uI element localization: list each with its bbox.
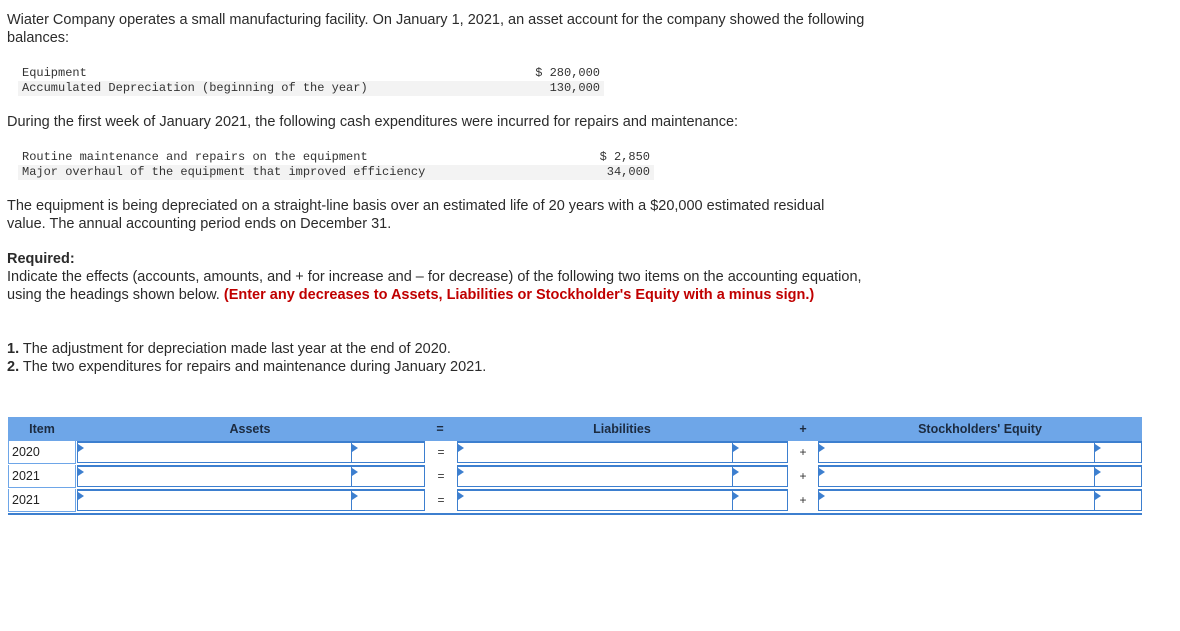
- dropdown-caret-icon: [352, 468, 358, 476]
- balance-amount: $ 280,000: [535, 66, 600, 80]
- equals-sign: =: [437, 493, 445, 507]
- depreciation-line-2: value. The annual accounting period ends on December 31.: [7, 216, 392, 232]
- dropdown-caret-icon: [458, 492, 464, 500]
- assets-account-input[interactable]: [77, 441, 352, 463]
- expenditure-label: Routine maintenance and repairs on the equipment: [22, 150, 368, 164]
- assets-amount-input[interactable]: [351, 489, 425, 511]
- dropdown-caret-icon: [352, 492, 358, 500]
- required-heading: Required:: [7, 251, 75, 267]
- required-section: [7, 250, 862, 304]
- dropdown-caret-icon: [1095, 444, 1101, 452]
- equity-account-input[interactable]: [818, 465, 1095, 487]
- required-line-1: Indicate the effects (accounts, amounts, and + for increase and – for decrease) of the following two items on the accounting equation,: [7, 269, 862, 285]
- required-instruction: (Enter any decreases to Assets, Liabilities or Stockholder's Equity with a minus sign.): [223, 287, 815, 303]
- header-liabilities: Liabilities: [593, 422, 651, 436]
- dropdown-caret-icon: [1095, 468, 1101, 476]
- required-line-2: using the headings shown below.: [7, 287, 224, 303]
- dropdown-caret-icon: [733, 468, 739, 476]
- equity-amount-input[interactable]: [1094, 489, 1142, 511]
- depreciation-line-1: The equipment is being depreciated on a straight-line basis over an estimated life of 20 years with a $20,000 estimated residual: [7, 198, 825, 214]
- intro-line-2: balances:: [7, 30, 70, 46]
- equity-amount-input[interactable]: [1094, 465, 1142, 487]
- header-assets: Assets: [229, 422, 271, 436]
- depreciation-paragraph: [7, 197, 824, 233]
- plus-sign: +: [799, 493, 807, 507]
- item-number: 1.: [7, 341, 20, 357]
- dropdown-caret-icon: [733, 444, 739, 452]
- grid-header: [8, 417, 1142, 441]
- intro-line-1: Wiater Company operates a small manufacturing facility. On January 1, 2021, an asset account for the company showed the following: [7, 12, 865, 28]
- grid-row: [8, 441, 1142, 465]
- expenditure-label: Major overhaul of the equipment that improved efficiency: [18, 165, 566, 180]
- liabilities-amount-input[interactable]: [732, 465, 788, 487]
- row-item-year: 2021: [8, 465, 76, 488]
- plus-sign: +: [799, 445, 807, 459]
- balance-row-accum-dep: [18, 81, 604, 96]
- balance-amount: 130,000: [506, 81, 604, 96]
- header-equals: =: [436, 422, 444, 436]
- item-text: The two expenditures for repairs and maintenance during January 2021.: [19, 359, 487, 375]
- equity-amount-input[interactable]: [1094, 441, 1142, 463]
- expenditure-amount: 34,000: [566, 165, 654, 180]
- liabilities-account-input[interactable]: [457, 489, 733, 511]
- dropdown-caret-icon: [352, 444, 358, 452]
- dropdown-caret-icon: [819, 492, 825, 500]
- row-item-year: 2020: [8, 441, 76, 464]
- items-list: [7, 340, 486, 376]
- equals-sign: =: [437, 445, 445, 459]
- expenditure-row-overhaul: [18, 165, 654, 180]
- dropdown-caret-icon: [458, 468, 464, 476]
- balance-label: Equipment: [22, 66, 87, 80]
- dropdown-caret-icon: [458, 444, 464, 452]
- assets-amount-input[interactable]: [351, 465, 425, 487]
- expenditure-row-routine: [18, 150, 654, 165]
- dropdown-caret-icon: [78, 492, 84, 500]
- plus-sign: +: [799, 469, 807, 483]
- header-plus: +: [799, 422, 807, 436]
- assets-amount-input[interactable]: [351, 441, 425, 463]
- grid-row: [8, 465, 1142, 489]
- grid-row: [8, 489, 1142, 513]
- expenditures-intro: During the first week of January 2021, the following cash expenditures were incurred for repairs and maintenance:: [7, 114, 739, 130]
- item-text: The adjustment for depreciation made last year at the end of 2020.: [19, 341, 451, 357]
- equals-sign: =: [437, 469, 445, 483]
- header-item: Item: [29, 422, 55, 436]
- dropdown-caret-icon: [1095, 492, 1101, 500]
- liabilities-account-input[interactable]: [457, 441, 733, 463]
- expenditures-table: [18, 150, 654, 180]
- grid-bottom-border: [8, 513, 1142, 515]
- equity-account-input[interactable]: [818, 441, 1095, 463]
- intro-paragraph: [7, 11, 864, 47]
- balance-row-equipment: [18, 66, 604, 81]
- liabilities-account-input[interactable]: [457, 465, 733, 487]
- item-number: 2.: [7, 359, 20, 375]
- dropdown-caret-icon: [78, 444, 84, 452]
- dropdown-caret-icon: [78, 468, 84, 476]
- dropdown-caret-icon: [733, 492, 739, 500]
- header-equity: Stockholders' Equity: [918, 422, 1042, 436]
- assets-account-input[interactable]: [77, 489, 352, 511]
- balance-label: Accumulated Depreciation (beginning of the year): [18, 81, 506, 96]
- row-item-year: 2021: [8, 489, 76, 512]
- assets-account-input[interactable]: [77, 465, 352, 487]
- equity-account-input[interactable]: [818, 489, 1095, 511]
- balances-table: [18, 66, 604, 96]
- liabilities-amount-input[interactable]: [732, 489, 788, 511]
- expenditure-amount: $ 2,850: [599, 150, 650, 164]
- dropdown-caret-icon: [819, 468, 825, 476]
- dropdown-caret-icon: [819, 444, 825, 452]
- liabilities-amount-input[interactable]: [732, 441, 788, 463]
